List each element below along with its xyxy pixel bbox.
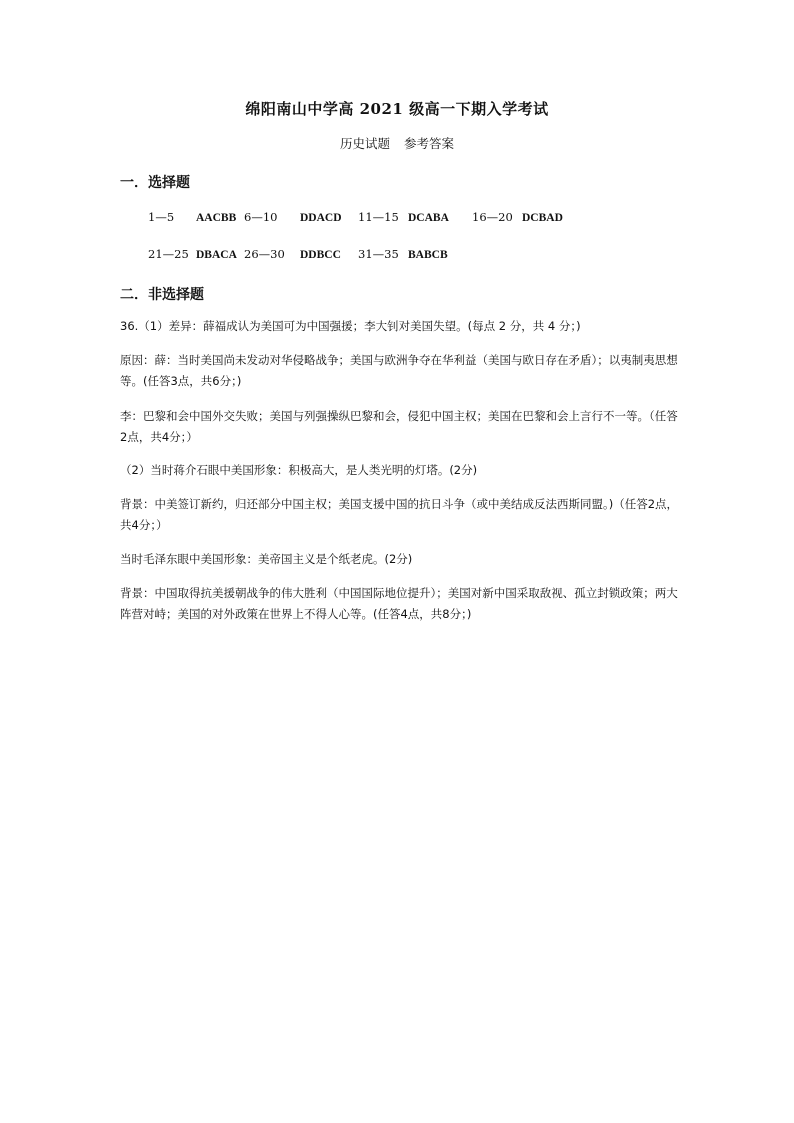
answer-paragraph: 当时毛泽东眼中美国形象：美帝国主义是个纸老虎。(2分): [120, 552, 413, 566]
answer-range: 16—20: [472, 210, 513, 224]
answer-key: DDBCC: [300, 249, 341, 261]
answer-key: DDACD: [300, 212, 342, 224]
section-heading-choice: 一．选择题: [120, 175, 190, 191]
answer-range: 1—5: [148, 210, 175, 224]
answer-key: BABCB: [408, 249, 448, 261]
answer-range: 6—10: [244, 210, 278, 224]
answer-key: DBACA: [196, 249, 237, 261]
answer-key: AACBB: [196, 212, 237, 224]
answer-range: 26—30: [244, 247, 285, 261]
answer-range: 31—35: [358, 247, 399, 261]
subtitle-subject: 历史试题: [339, 136, 390, 151]
answer-paragraph: 原因：薛：当时美国尚未发动对华侵略战争；美国与欧洲争夺在华利益（美国与欧日存在矛盾）；以夷制夷思想等。(任答3点，共6分；): [120, 353, 678, 388]
answer-key: DCBAD: [522, 212, 563, 224]
answer-paragraph: 背景：中国取得抗美援朝战争的伟大胜利（中国国际地位提升）；美国对新中国采取敌视、孤立封锁政策；两大阵营对峙；美国的对外政策在世界上不得人心等。(任答4点，共8分；): [120, 586, 678, 621]
answer-paragraph: （2）当时蒋介石眼中美国形象：积极高大，是人类光明的灯塔。(2分): [120, 463, 478, 477]
answer-paragraph: 李：巴黎和会中国外交失败；美国与列强操纵巴黎和会，侵犯中国主权；美国在巴黎和会上言行不一等。（任答2点，共4分；）: [120, 409, 678, 444]
answer-range: 11—15: [358, 210, 399, 224]
document-title: 绵阳南山中学高 2021 级高一下期入学考试: [245, 100, 549, 118]
document-subtitle: [0, 134, 794, 152]
answer-paragraph: 背景：中美签订新约，归还部分中国主权；美国支援中国的抗日斗争（或中美结成反法西斯同盟。)（任答2点，共4分；）: [120, 497, 679, 532]
answer-paragraph: 36.（1）差异：薛福成认为美国可为中国强援；李大钊对美国失望。(每点 2 分，共 4 分；): [120, 319, 581, 333]
subtitle-answer-key: 参考答案: [404, 136, 455, 151]
answer-range: 21—25: [148, 247, 189, 261]
answer-key: DCABA: [408, 212, 449, 224]
section-heading-nonchoice: 二．非选择题: [120, 287, 204, 303]
answer-row-1: [148, 210, 563, 224]
answer-row-2: [148, 247, 448, 261]
